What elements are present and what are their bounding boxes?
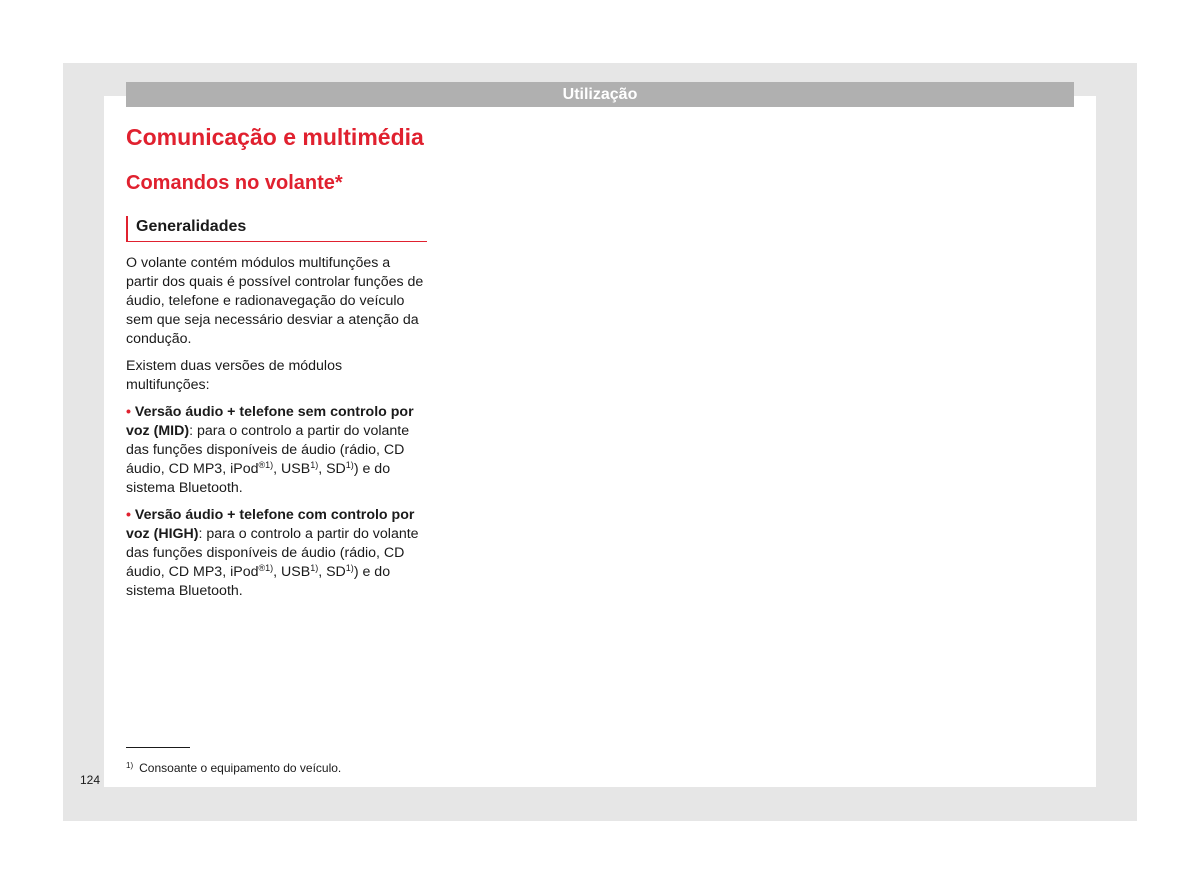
- bullet-term: Versão áudio + telefone com controlo por voz (HIGH): [126, 507, 415, 542]
- bullet-text: : para o controlo a partir do volante das funções disponíveis de áudio (rádio, CD áudio, CD MP3, iPod: [126, 526, 419, 580]
- paragraph: Existem duas versões de módulos multifunções:: [126, 358, 343, 393]
- bullet-term: Versão áudio + telefone sem controlo por voz (MID): [126, 404, 414, 439]
- subsection-heading: [126, 216, 427, 242]
- bullet-text: ) e do sistema Bluetooth.: [126, 461, 391, 496]
- text-column: [126, 254, 426, 609]
- footnote-ref: ®1): [258, 460, 274, 470]
- footnote-ref: 1): [345, 563, 354, 573]
- heading-accent-bar: [126, 216, 128, 241]
- bullet-item: [126, 403, 426, 498]
- section-header-bar: [126, 82, 1074, 107]
- section-title: Comandos no volante*: [126, 172, 343, 194]
- bullet-text: , SD: [318, 461, 346, 477]
- footnote-marker: 1): [126, 761, 134, 770]
- footnote-text: Consoante o equipamento do veículo.: [139, 761, 342, 775]
- footnote-ref: 1): [345, 460, 354, 470]
- page-number: 124: [80, 773, 101, 787]
- bullet-text: , SD: [318, 564, 346, 580]
- footnote: [126, 761, 341, 775]
- bullet-text: ) e do sistema Bluetooth.: [126, 564, 391, 599]
- bullet-marker: •: [126, 507, 131, 523]
- section-header-title: Utilização: [562, 85, 638, 103]
- paragraph: O volante contém módulos multifunções a partir dos quais é possível controlar funções de áudio, telefone e radionavegação do veículo sem que seja necessário desviar a atenção da condução.: [126, 255, 424, 347]
- chapter-title: Comunicação e multimédia: [126, 124, 424, 150]
- footnote-ref: 1): [310, 460, 319, 470]
- bullet-text: , USB: [273, 461, 311, 477]
- footnote-ref: 1): [310, 563, 319, 573]
- bullet-item: [126, 506, 426, 601]
- footnote-ref: ®1): [258, 563, 274, 573]
- subsection-title: Generalidades: [136, 218, 247, 235]
- bullet-text: : para o controlo a partir do volante das funções disponíveis de áudio (rádio, CD áudio, CD MP3, iPod: [126, 423, 410, 477]
- footnote-divider: [126, 747, 190, 748]
- bullet-text: , USB: [273, 564, 311, 580]
- bullet-marker: •: [126, 404, 131, 420]
